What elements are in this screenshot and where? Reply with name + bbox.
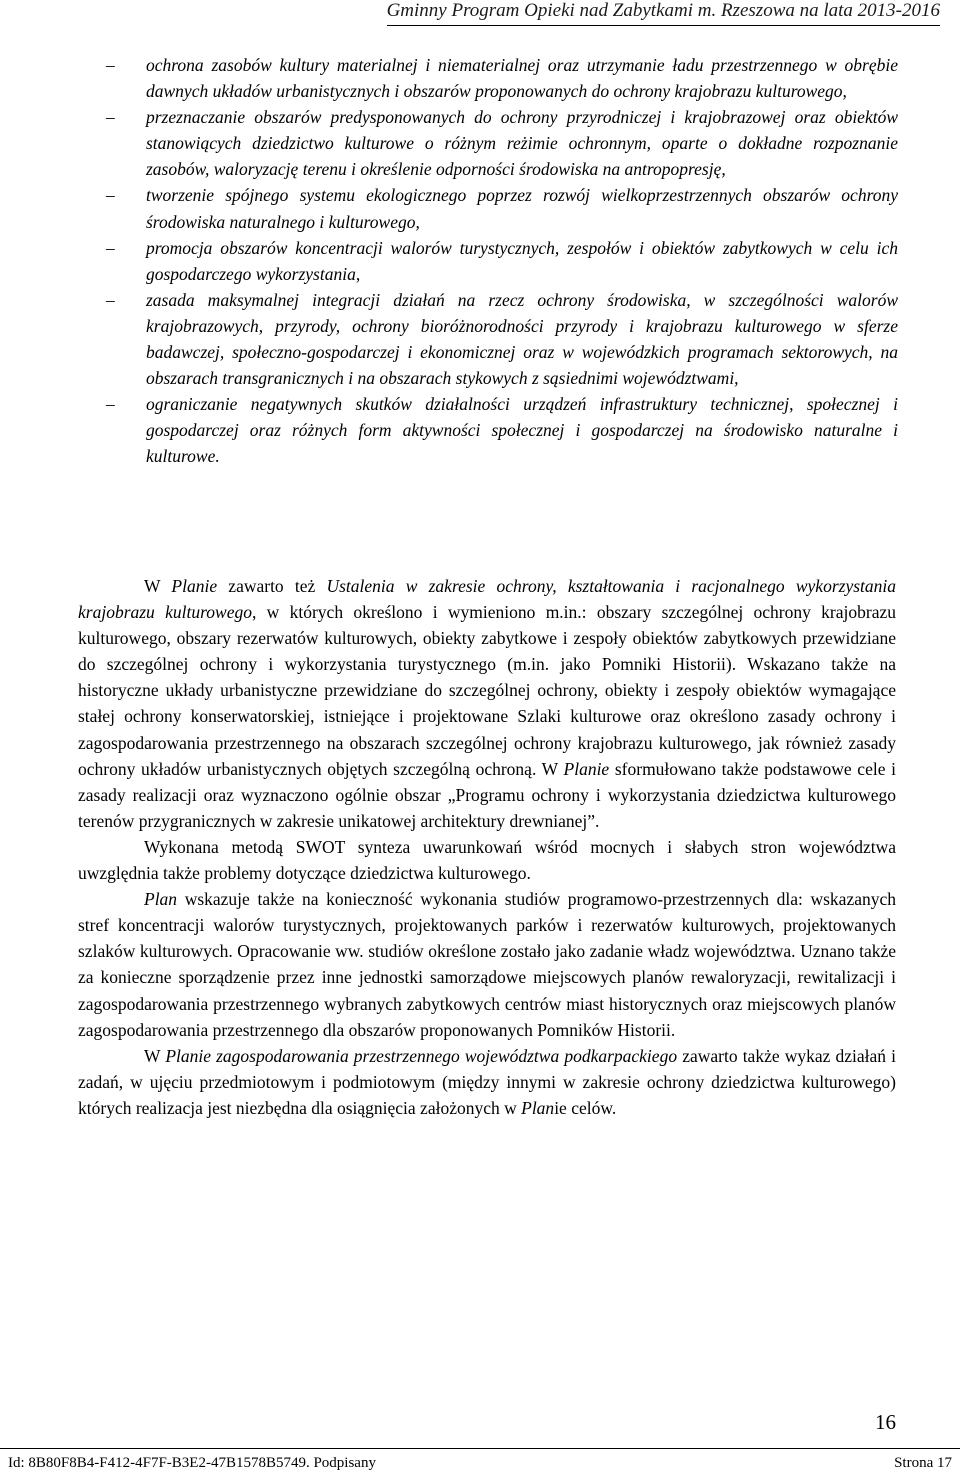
text-run-italic: Plan [144,889,178,910]
text-run-italic: Ustalenia w zakresie ochrony, kształtowania i racjonalnego wykorzystania krajobrazu kulturowego [78,576,896,623]
paragraph-swot: Wykonana metodą SWOT synteza uwarunkowań wśród mocnych i słabych stron województwa uwzględnia także problemy dotyczące dziedzictwa kulturowego. [78,836,896,884]
text-run-italic: Plan [521,1097,555,1118]
list-item: – zasada maksymalnej integracji działań na rzecz ochrony środowiska, w szczególności walorów krajobrazowych, przyrody, ochrony bioróżnorodności przyrody i krajobrazu kulturowego w sferze badawczej, społeczno-gospodarczej i ekonomicznej oraz w wojewódzkich programach sektorowych, na obszarach transgranicznych i na obszarach stykowych z sąsiednimi województwami, [106,287,898,391]
running-header: Gminny Program Opieki nad Zabytkami m. Rzeszowa na lata 2013-2016 [387,0,940,26]
paragraph-actions [78,1043,896,1121]
footer-page-label: Strona 17 [894,1455,952,1471]
paragraph-plan-ustalenia [78,573,896,834]
text-run-italic: Planie zagospodarowania przestrzennego województwa podkarpackiego [165,1045,678,1066]
text-run: W [144,576,172,596]
list-item: – ochrona zasobów kultury materialnej i niematerialnej oraz utrzymanie ładu przestrzennego w obrębie dawnych układów urbanistycznych i obszarów proponowanych do ochrony krajobrazu kulturowego, [106,52,898,104]
text-run: W [144,1045,166,1066]
paragraph-studies [78,886,896,1043]
text-run: sformułowano także podstawowe cele i zasady realizacji oraz wyznaczono ogólnie obszar „Programu ochrony i wykorzystania dziedzictwa kulturowego terenów przygranicznych w zakresie unikatowej architektury drewnianej”. [78,758,896,831]
list-item: – tworzenie spójnego systemu ekologicznego poprzez rozwój wielkoprzestrzennych obszarów ochrony środowiska naturalnego i kulturowego, [106,182,898,234]
bullet-list [106,52,898,470]
list-item: – przeznaczanie obszarów predysponowanych do ochrony przyrodniczej i krajobrazowej oraz obiektów stanowiących dziedzictwo kulturowe o różnym reżimie ochronnym, oparte o dokładne rozpoznanie zasobów, waloryzację terenu i określenie odporności środowiska na antropopresję, [106,104,898,182]
text-run: zawarto także wykaz działań i zadań, w ujęciu przedmiotowym i podmiotowym (między innymi w zakresie ochrony dziedzictwa kulturowego) których realizacja jest niezbędna dla osiągnięcia założonych w [78,1045,897,1118]
list-item: – promocja obszarów koncentracji walorów turystycznych, zespołów i obiektów zabytkowych w celu ich gospodarczego wykorzystania, [106,235,898,287]
text-run-italic: Planie [171,576,218,596]
text-run: zawarto też [217,576,327,596]
list-item: – ograniczanie negatywnych skutków działalności urządzeń infrastruktury technicznej, społecznej i gospodarczej oraz różnych form aktywności społecznej i gospodarczej na środowisko naturalne i kulturowe. [106,391,898,469]
body-text [78,573,896,1121]
text-run-italic: Planie [563,758,610,779]
page-number: 16 [875,1410,896,1434]
footer [0,1448,960,1472]
text-run: wskazuje także na konieczność wykonania studiów programowo-przestrzennych dla: wskazanych stref koncentracji walorów turystycznych, projektowanych parków i rezerwatów kulturowych, projektowanych szlaków kulturowych. Opracowanie ww. studiów określone zostało jako zadanie władz województwa. Uznano także za konieczne sporządzenie przez inne jednostki samorządowe miejscowych planów rewaloryzacji, rewitalizacji i zagospodarowania przestrzennego wybranych zabytkowych centrów miast historycznych oraz miejscowych planów zagospodarowania przestrzennego dla obszarów proponowanych Pomników Historii. [78,889,896,1040]
text-run: , w których określono i wymieniono m.in.: obszary szczególnej ochrony krajobrazu kulturowego, obszary rezerwatów kulturowych, obiekty zabytkowe i zespoły obiektów zabytkowych przewidziane do szczególnej ochrony i wykorzystania turystycznego (m.in. jako Pomniki Historii). Wskazano także na historyczne układy urbanistyczne przewidziane do szczególnej ochrony, obiekty i zespoły obiektów wymagające stałej ochrony konserwatorskiej, istniejące i projektowane Szlaki kulturowe oraz określono zasady ochrony i zagospodarowania przestrzennego na obszarach szczególnej ochrony krajobrazu kulturowego, jak również zasady ochrony układów urbanistycznych objętych szczególną ochroną. W [78,602,896,779]
footer-document-id: Id: 8B80F8B4-F412-4F7F-B3E2-47B1578B5749. Podpisany [8,1455,376,1471]
text-run: ie celów. [554,1097,617,1118]
